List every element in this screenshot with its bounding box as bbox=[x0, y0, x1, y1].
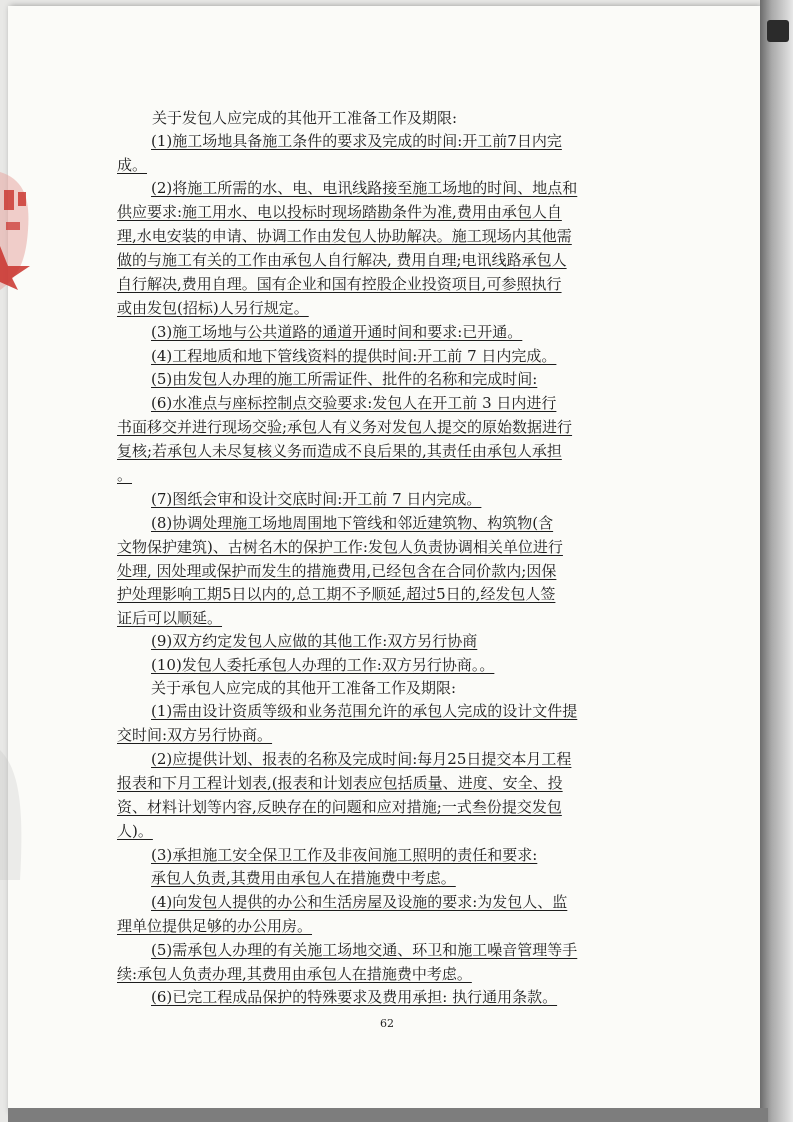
text-line: (3)施工场地与公共道路的通道开通时间和要求:已开通。 bbox=[151, 323, 523, 341]
text-line: 书面移交并进行现场交验;承包人有义务对发包人提交的原始数据进行 bbox=[117, 418, 573, 436]
text-line: 理,水电安装的申请、协调工作由发包人协助解决。施工现场内其他需 bbox=[117, 227, 572, 245]
text-line: (2)应提供计划、报表的名称及完成时间:每月25日提交本月工程 bbox=[151, 750, 572, 768]
text-line: 自行解决,费用自理。国有企业和国有控股企业投资项目,可参照执行 bbox=[117, 275, 562, 293]
text-line: 复核;若承包人未尽复核义务而造成不良后果的,其责任由承包人承担 bbox=[117, 442, 562, 460]
text-line: 续:承包人负责办理,其费用由承包人在措施费中考虑。 bbox=[117, 965, 472, 983]
text-line: 做的与施工有关的工作由承包人自行解决, 费用自理;电讯线路承包人 bbox=[117, 251, 567, 269]
text-line: 报表和下月工程计划表,(报表和计划表应包括质量、进度、安全、投 bbox=[117, 774, 563, 792]
text-line: (2)将施工所需的水、电、电讯线路接至施工场地的时间、地点和 bbox=[151, 179, 578, 197]
text-line: 文物保护建筑)、古树名木的保护工作:发包人负责协调相关单位进行 bbox=[117, 538, 563, 556]
text-line: 资、材料计划等内容,反映存在的问题和应对措施;一式叁份提交发包 bbox=[117, 798, 562, 816]
text-line: (7)图纸会审和设计交底时间:开工前 7 日内完成。 bbox=[151, 490, 482, 508]
text-line: 护处理影响工期5日以内的,总工期不予顺延,超过5日的,经发包人签 bbox=[117, 585, 556, 603]
text-line: 或由发包(招标)人另行规定。 bbox=[117, 299, 309, 317]
text-line: (6)水准点与座标控制点交验要求:发包人在开工前 3 日内进行 bbox=[151, 394, 557, 412]
text-line: (4)工程地质和地下管线资料的提供时间:开工前 7 日内完成。 bbox=[151, 347, 557, 365]
text-line: 处理, 因处理或保护而发生的措施费用,已经包含在合同价款内;因保 bbox=[117, 562, 557, 580]
text-line: (1)需由设计资质等级和业务范围允许的承包人完成的设计文件提 bbox=[151, 702, 578, 720]
text-line: 交时间:双方另行协商。 bbox=[117, 726, 273, 744]
text-line: 人)。 bbox=[117, 822, 153, 840]
text-line: 成。 bbox=[117, 156, 148, 174]
text-line: (6)已完工程成品保护的特殊要求及费用承担: 执行通用条款。 bbox=[151, 988, 558, 1006]
text-line: (9)双方约定发包人应做的其他工作:双方另行协商 bbox=[151, 632, 478, 650]
text-line: (1)施工场地具备施工条件的要求及完成的时间:开工前7日内完 bbox=[151, 132, 562, 150]
text-line: (5)由发包人办理的施工所需证件、批件的名称和完成时间: bbox=[151, 370, 538, 388]
text-line: (4)向发包人提供的办公和生活房屋及设施的要求:为发包人、监 bbox=[151, 893, 568, 911]
text-line: (8)协调处理施工场地周围地下管线和邻近建筑物、构筑物(含 bbox=[151, 514, 554, 532]
text-line: 。 bbox=[117, 466, 133, 484]
text-line: 供应要求:施工用水、电以投标时现场踏勘条件为准,费用由承包人自 bbox=[117, 203, 562, 221]
text-line: (10)发包人委托承包人办理的工作:双方另行协商。。 bbox=[151, 656, 495, 674]
page-number: 62 bbox=[380, 1017, 394, 1030]
text-line: 承包人负责,其费用由承包人在措施费中考虑。 bbox=[151, 869, 456, 887]
text-line: 证后可以顺延。 bbox=[117, 609, 223, 627]
text-line: 理单位提供足够的办公用房。 bbox=[117, 917, 313, 935]
text-line: (3)承担施工安全保卫工作及非夜间施工照明的责任和要求: bbox=[151, 846, 538, 864]
section-heading-contractor: 关于承包人应完成的其他开工准备工作及期限: bbox=[151, 679, 457, 697]
section-heading-employer: 关于发包人应完成的其他开工准备工作及期限: bbox=[152, 109, 458, 127]
text-line: (5)需承包人办理的有关施工场地交通、环卫和施工噪音管理等手 bbox=[151, 941, 578, 959]
